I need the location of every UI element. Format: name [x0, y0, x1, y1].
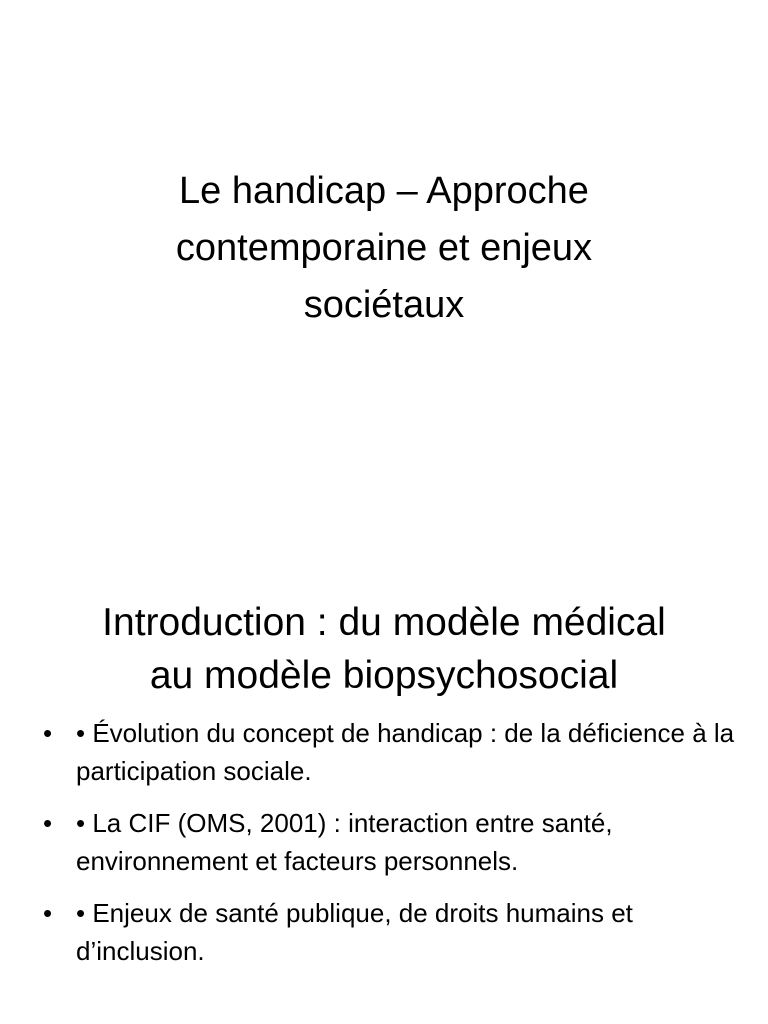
bullet-marker: •: [43, 898, 53, 928]
slide-title-line: contemporaine et enjeux: [175, 227, 593, 269]
section-heading-line: Introduction : du modèle médical: [102, 601, 666, 644]
list-item: [0, 714, 768, 790]
section-heading: [20, 596, 748, 702]
slide-title-line: sociétaux: [303, 284, 465, 326]
slide-title-line: Le handicap – Approche: [179, 170, 589, 212]
slide-title: [40, 163, 728, 334]
bullet-text: • Évolution du concept de handicap : de la déficience à la participation sociale.: [76, 718, 735, 786]
list-item: [0, 804, 768, 880]
bullet-list: [0, 714, 768, 984]
bullet-text: • Enjeux de santé publique, de droits humains et d’inclusion.: [76, 898, 633, 966]
list-item: [0, 894, 768, 970]
bullet-marker: •: [43, 718, 53, 748]
bullet-marker: •: [43, 808, 53, 838]
section-heading-line: au modèle biopsychosocial: [149, 654, 619, 697]
bullet-text: • La CIF (OMS, 2001) : interaction entre santé, environnement et facteurs personnels.: [76, 808, 613, 876]
